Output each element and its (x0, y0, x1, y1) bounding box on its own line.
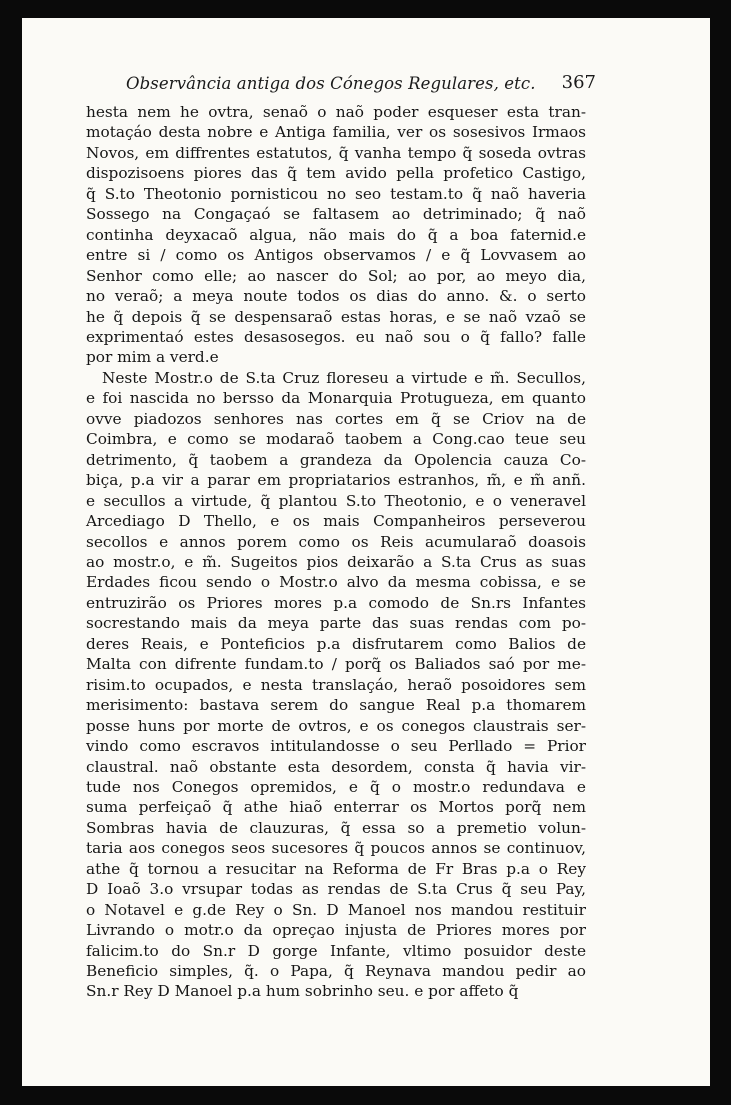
text-line: Erdades ficou sendo o Mostr.o alvo da mesma cobissa, e se (86, 573, 586, 592)
text-line: he q̃ depois q̃ se despensaraõ estas horas, e se naõ vzaõ se (86, 307, 586, 326)
text-line: risim.to ocupados, e nesta translaçáo, heraõ posoidores sem (86, 675, 586, 694)
text-line: e secullos a virtude, q̃ plantou S.to Theotonio, e o veneravel (86, 491, 586, 510)
running-title: Observância antiga dos Cónegos Regulares, etc. (126, 74, 536, 93)
text-line: Sossego na Congaçaó se faltasem ao detriminado; q̃ naõ (86, 205, 586, 224)
text-line: falicim.to do Sn.r D gorge Infante, vltimo posuidor deste (86, 941, 586, 960)
text-line: secollos e annos porem como os Reis acumularaõ doasois (86, 532, 586, 551)
text-line: socrestando mais da meya parte das suas rendas com po- (86, 614, 586, 633)
text-line: entre si / como os Antigos observamos / e q̃ Lovvasem ao (86, 246, 586, 265)
text-line: entruzirão os Priores mores p.a comodo de Sn.rs Infantes (86, 593, 586, 612)
text-line: Beneficio simples, q̃. o Papa, q̃ Reynava mandou pedir ao (86, 962, 586, 981)
text-line: Malta con difrente fundam.to / porq̃ os Baliados saó por me- (86, 655, 586, 674)
text-line: no veraõ; a meya noute todos os dias do anno. &. o serto (86, 287, 586, 306)
text-line: merisimento: bastava serem do sangue Real p.a thomarem (86, 696, 586, 715)
text-line: e foi nascida no bersso da Monarquia Protugueza, em quanto (86, 389, 586, 408)
text-line: Novos, em diffrentes estatutos, q̃ vanha tempo q̃ soseda ovtras (86, 143, 586, 162)
text-line: continha deyxacaõ algua, não mais do q̃ a boa faternid.e (86, 225, 586, 244)
text-line: exprimentaó estes desasosegos. eu naõ sou o q̃ fallo? falle (86, 327, 586, 346)
text-line: biça, p.a vir a parar em propriatarios estranhos, m̃, e m̃ anñ. (86, 471, 586, 490)
text-line: athe q̃ tornou a resucitar na Reforma de Fr Bras p.a o Rey (86, 859, 586, 878)
running-head (126, 56, 596, 96)
text-line: motaçáo desta nobre e Antiga familia, ver os sosesivos Irmaos (86, 123, 586, 142)
text-line: claustral. naõ obstante esta desordem, consta q̃ havia vir- (86, 757, 586, 776)
text-line: Arcediago D Thello, e os mais Companheiros perseverou (86, 512, 586, 531)
text-line: hesta nem he ovtra, senaõ o naõ poder esqueser esta tran- (86, 103, 586, 121)
text-line: por mim a verd.e (86, 348, 219, 367)
text-line: q̃ S.to Theotonio pornisticou no seo testam.to q̃ naõ haveria (86, 184, 586, 203)
text-line: Senhor como elle; ao nascer do Sol; ao por, ao meyo dia, (86, 266, 586, 285)
text-line: vindo como escravos intitulandosse o seu Perllado = Prior (86, 737, 586, 756)
text-line: tude nos Conegos opremidos, e q̃ o mostr.o redundava e (86, 777, 586, 796)
text-line: o Notavel e g.de Rey o Sn. D Manoel nos mandou restituir (86, 900, 586, 919)
text-line: ovve piadozos senhores nas cortes em q̃ se Criov na de (86, 409, 586, 428)
paragraph (86, 368, 586, 1002)
text-line: suma perfeiçaõ q̃ athe hiaõ enterrar os Mortos porq̃ nem (86, 798, 586, 817)
paragraph (86, 102, 586, 368)
text-line: Livrando o motr.o da opreçao injusta de Priores mores por (86, 921, 586, 940)
page-number: 367 (561, 72, 596, 93)
text-line: ao mostr.o, e m̃. Sugeitos pios deixarão a S.ta Crus as suas (86, 552, 586, 571)
text-line: Sombras havia de clauzuras, q̃ essa so a premetio volun- (86, 818, 586, 837)
text-line: Sn.r Rey D Manoel p.a hum sobrinho seu. e por affeto q̃ (86, 982, 519, 1001)
text-line: taria aos conegos seos sucesores q̃ poucos annos se continuov, (86, 839, 586, 858)
text-line: Coimbra, e como se modaraõ taobem a Cong.cao teue seu (86, 430, 586, 449)
text-line: dispozisoens piores das q̃ tem avido pella profetico Castigo, (86, 164, 586, 183)
text-line: detrimento, q̃ taobem a grandeza da Opolencia cauza Co- (86, 450, 586, 469)
body-text (86, 102, 586, 1002)
text-line: D Ioaõ 3.o vrsupar todas as rendas de S.ta Crus q̃ seu Pay, (86, 880, 586, 899)
text-line: deres Reais, e Ponteficios p.a disfrutarem como Balios de (86, 634, 586, 653)
text-line: Neste Mostr.o de S.ta Cruz floreseu a virtude e m̃. Secullos, (102, 368, 586, 387)
text-line: posse huns por morte de ovtros, e os conegos claustrais ser- (86, 716, 586, 735)
